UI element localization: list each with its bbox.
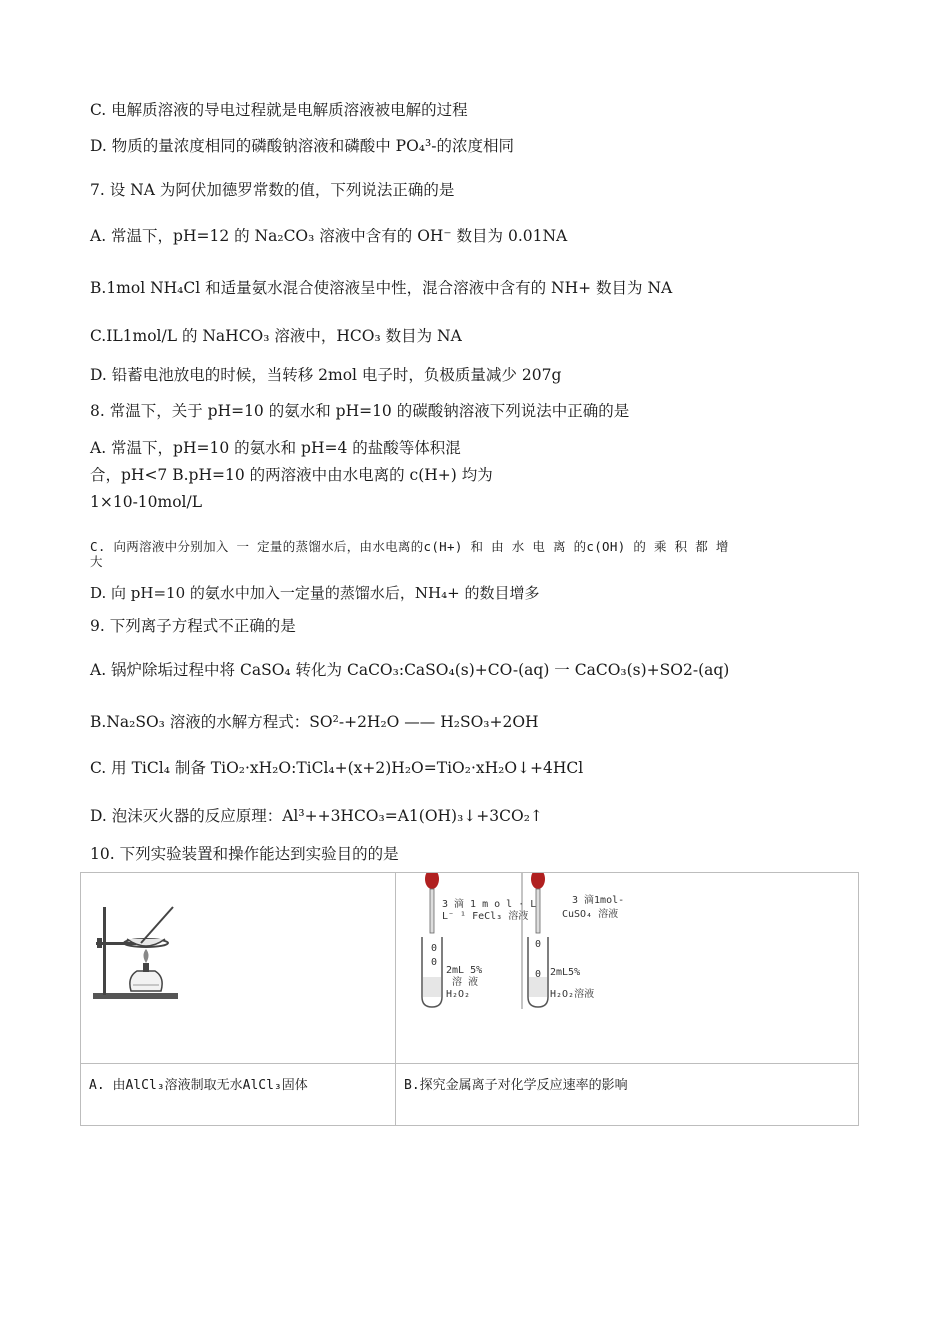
- cell-a-figure: [81, 873, 396, 1064]
- q9-option-c: C. 用 TiCl₄ 制备 TiO₂·xH₂O:TiCl₄+(x+2)H₂O=TiO₂·xH₂O↓+4HCl: [90, 759, 584, 777]
- cell-a-caption: A. 由AlCl₃溶液制取无水AlCl₃固体: [89, 1078, 308, 1093]
- left-dropper-bulb: [425, 873, 439, 889]
- left-bubble-2: 0: [431, 957, 438, 968]
- right-dropper-bulb: [531, 873, 545, 889]
- left-reagent-line2: L⁻ ¹ FeCl₃ 溶液: [442, 911, 529, 922]
- q8-option-a-line3: 1×10-10mol/L: [90, 493, 203, 511]
- q6-option-d: D. 物质的量浓度相同的磷酸钠溶液和磷酸中 PO₄³-的浓度相同: [90, 137, 514, 155]
- left-tube-label3: H₂O₂: [446, 989, 471, 1000]
- q8-option-d: D. 向 pH=10 的氨水中加入一定量的蒸馏水后，NH₄+ 的数目增多: [90, 584, 540, 602]
- q10-stem: 10. 下列实验装置和操作能达到实验目的的是: [90, 845, 399, 863]
- left-bubble-1: 0: [431, 943, 438, 954]
- q8-option-a-line1: A. 常温下，pH=10 的氨水和 pH=4 的盐酸等体积混: [90, 439, 461, 457]
- q8-option-c-line1: C. 向两溶液中分别加入 一 定量的蒸馏水后，由水电离的c(H+) 和 由 水 电 离 的c(OH) 的 乘 积 都 增: [90, 539, 729, 554]
- right-bubble-2: 0: [535, 969, 542, 980]
- q6-option-c: C. 电解质溶液的导电过程就是电解质溶液被电解的过程: [90, 101, 468, 119]
- left-tube-label2: 溶 液: [452, 977, 479, 988]
- right-reagent-line2: CuSO₄ 溶液: [562, 909, 619, 920]
- q7-option-a: A. 常温下，pH=12 的 Na₂CO₃ 溶液中含有的 OH⁻ 数目为 0.01NA: [90, 227, 568, 245]
- q7-option-d: D. 铅蓄电池放电的时候，当转移 2mol 电子时，负极质量减少 207g: [90, 366, 562, 384]
- q9-option-d: D. 泡沫灭火器的反应原理：Al³++3HCO₃=A1(OH)₃↓+3CO₂↑: [90, 807, 543, 825]
- right-tube-label2: H₂O₂溶液: [550, 989, 595, 1000]
- right-tube-label1: 2mL5%: [550, 967, 581, 978]
- q9-option-a: A. 锅炉除垢过程中将 CaSO₄ 转化为 CaCO₃:CaSO₄(s)+CO-(aq) 一 CaCO₃(s)+SO2-(aq): [90, 661, 730, 679]
- q9-option-b: B.Na₂SO₃ 溶液的水解方程式：SO²-+2H₂O —— H₂SO₃+2OH: [90, 713, 539, 731]
- right-bubble-1: 0: [535, 939, 542, 950]
- evaporation-apparatus-figure: [81, 873, 396, 1059]
- q7-option-b: B.1mol NH₄Cl 和适量氨水混合使溶液呈中性，混合溶液中含有的 NH+ 数目为 NA: [90, 279, 673, 297]
- experiment-table: [80, 872, 859, 1126]
- q8-option-a-line2: 合，pH<7 B.pH=10 的两溶液中由水电离的 c(H+) 均为: [90, 466, 493, 484]
- right-reagent-line1: 3 滴1mol-: [572, 895, 625, 906]
- q7-stem: 7. 设 NA 为阿伏加德罗常数的值，下列说法正确的是: [90, 181, 455, 199]
- left-tube-label1: 2mL 5%: [446, 965, 483, 976]
- cell-b-figure: [396, 873, 859, 1064]
- left-reagent-line1: 3 滴 1 m o l · L: [442, 899, 537, 910]
- q8-stem: 8. 常温下，关于 pH=10 的氨水和 pH=10 的碳酸钠溶液下列说法中正确的是: [90, 402, 630, 420]
- catalysis-comparison-figure: [396, 873, 859, 1059]
- q7-option-c: C.IL1mol/L 的 NaHCO₃ 溶液中，HCO₃ 数目为 NA: [90, 327, 462, 345]
- q9-stem: 9. 下列离子方程式不正确的是: [90, 617, 296, 635]
- q8-option-c-line2: 大: [90, 554, 103, 569]
- cell-b-caption: B.探究金属离子对化学反应速率的影响: [404, 1078, 628, 1093]
